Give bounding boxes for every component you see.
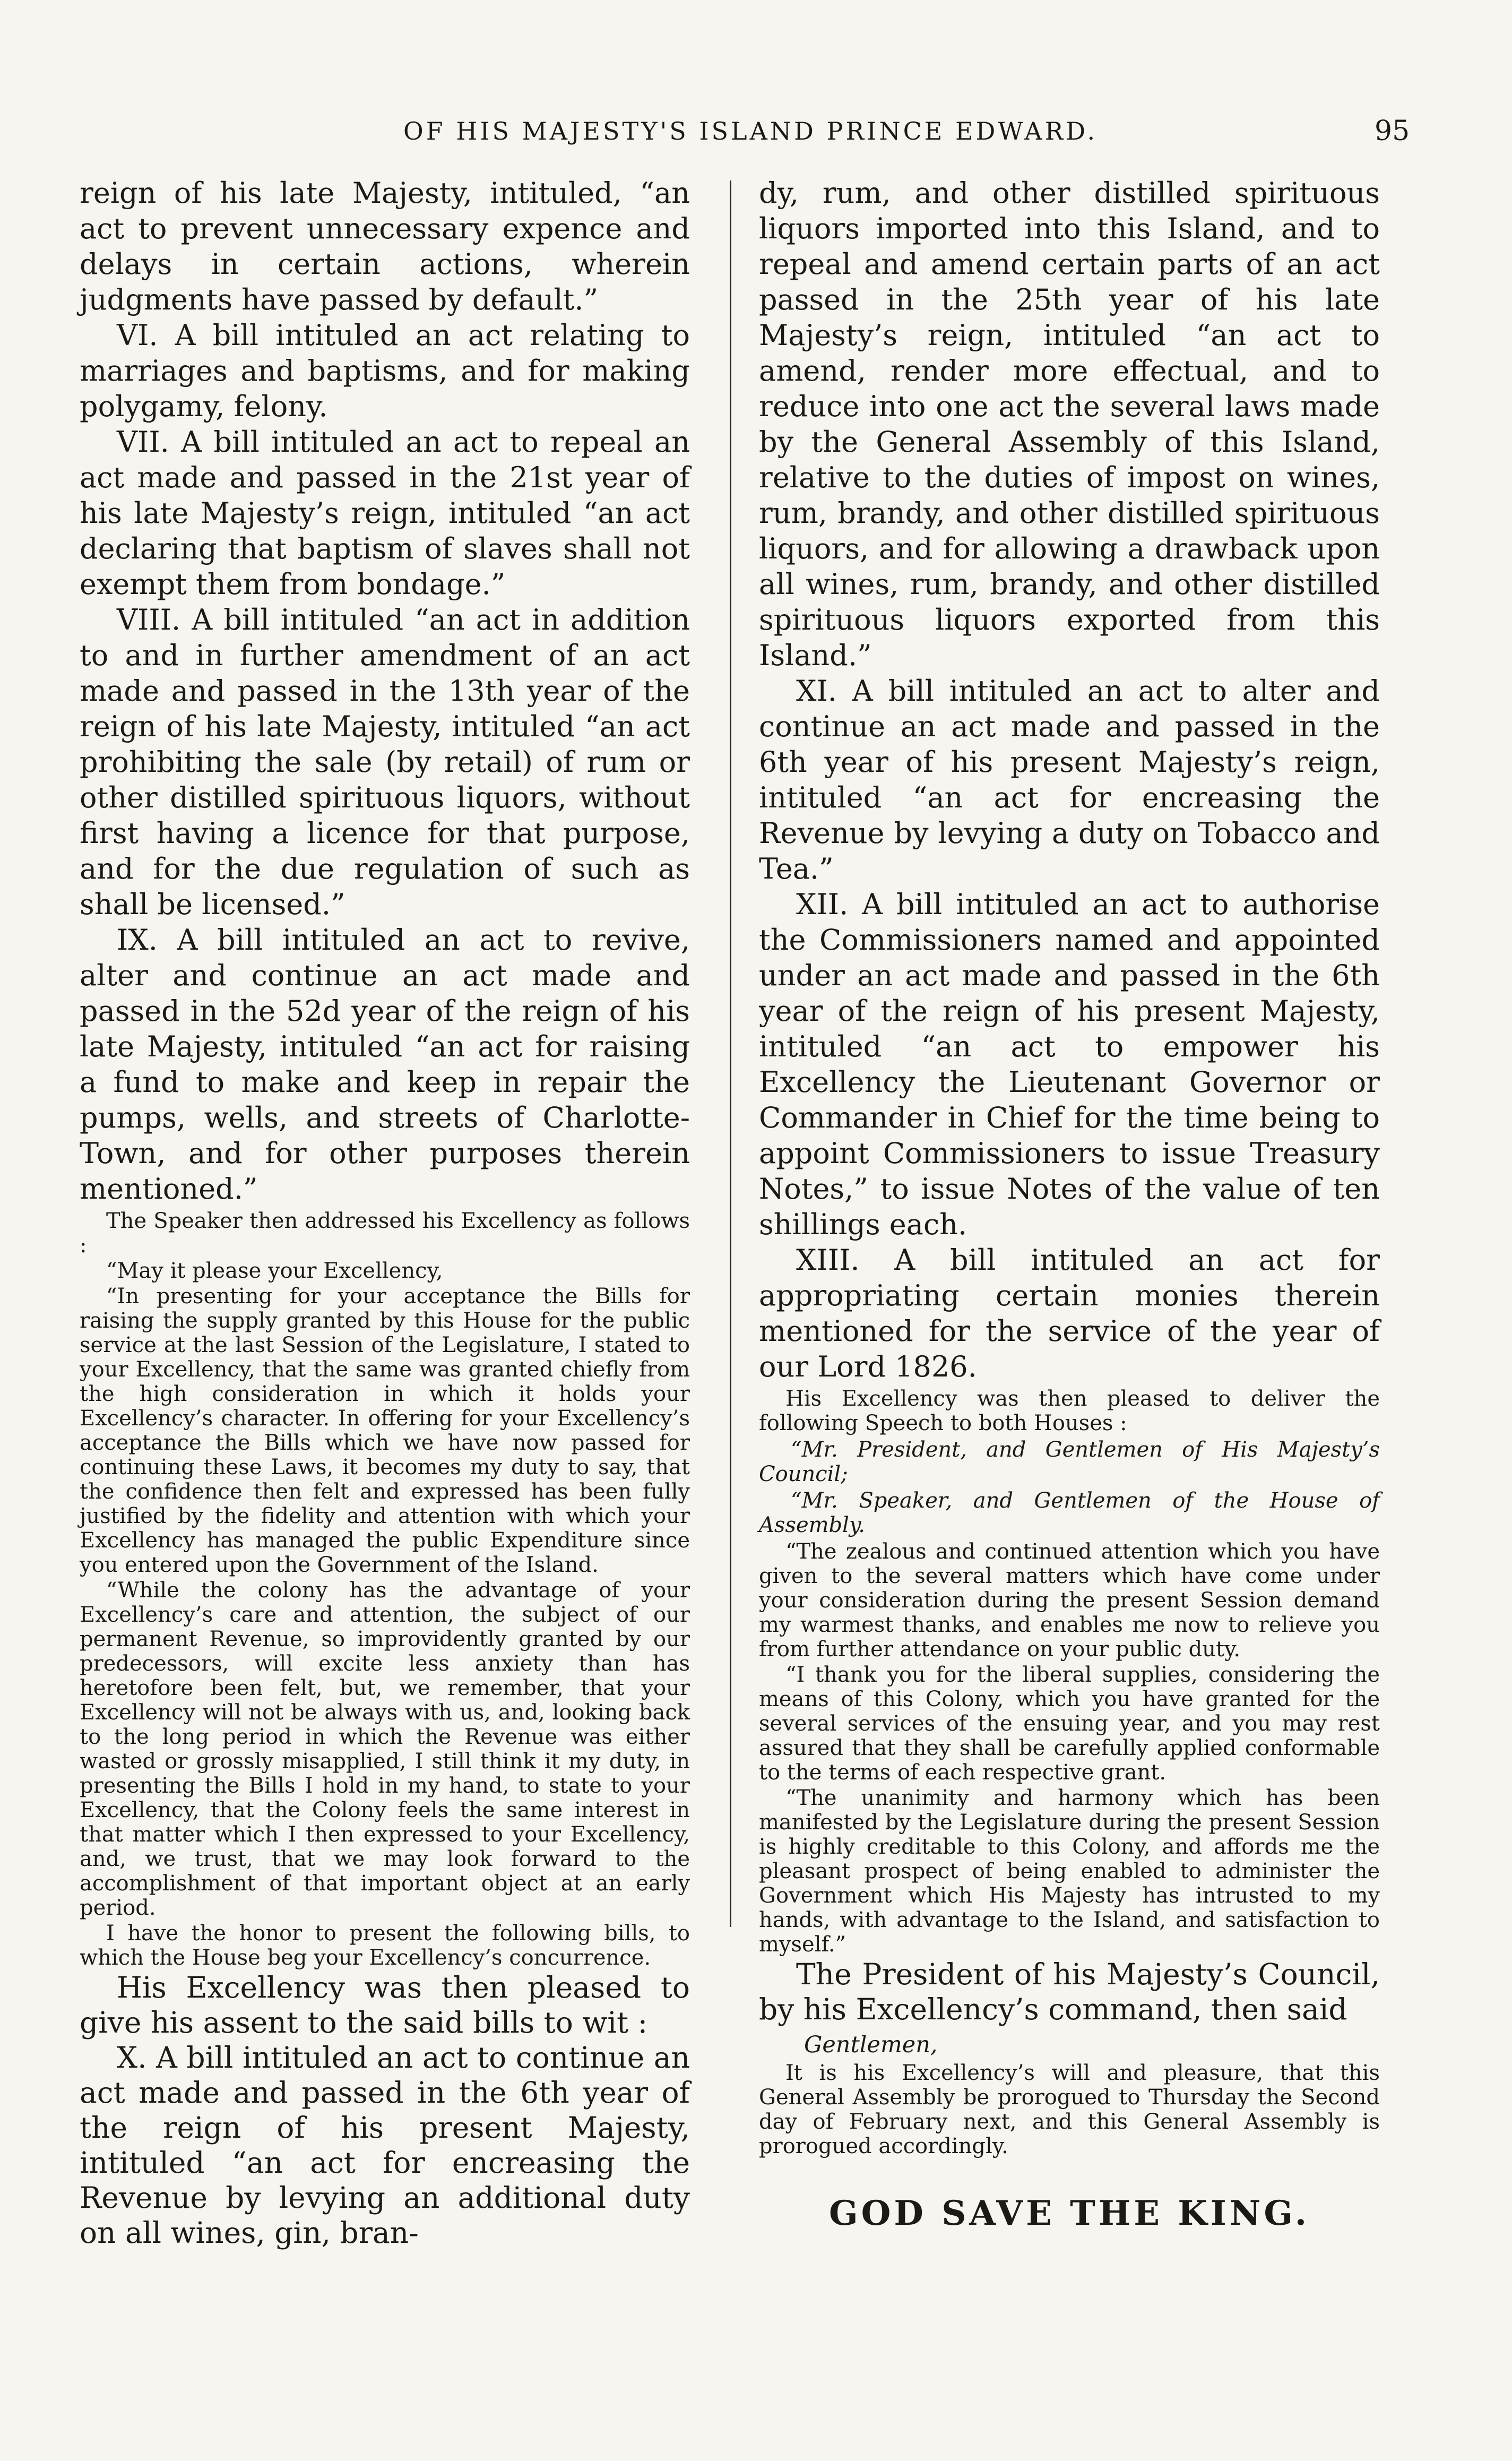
paragraph: “I thank you for the liberal supplies, considering the means of this Colony, which you have granted for the several services of the ensuing year, and you may rest assured that they shall be carefully applied conformable to the terms of each respective grant.	[759, 1663, 1380, 1785]
page-number: 95	[1375, 115, 1410, 147]
address-line: “Mr. Speaker, and Gentlemen of the House of Assembly.	[759, 1488, 1380, 1537]
salutation: Gentlemen,	[804, 2032, 938, 2058]
paragraph: XIII. A bill intituled an act for appropriating certain monies therein mentioned for the service of the year of our Lord 1826.	[759, 1243, 1380, 1383]
paragraph: “While the colony has the advantage of your Excellency’s care and attention, the subject of our permanent Revenue, so improvidently granted by our predecessors, will excite less anxiety than has heretofore been felt, but, we remember, that your Excellency will not be always with us, and, looking back to the long period in which the Revenue was either wasted or grossly misapplied, I still think it my duty, in presenting the Bills I hold in my hand, to state to your Excellency, that the Colony feels the same interest in that matter which I then expressed to your Excellency, and, we trust, that we may look forward to the accomplishment of that important object at an early period.	[80, 1578, 690, 1920]
paragraph: VII. A bill intituled an act to repeal an act made and passed in the 21st year of his late Majesty’s reign, intituled “an act declaring that baptism of slaves shall not exempt them from bondage.”	[80, 425, 690, 601]
paragraph: XI. A bill intituled an act to alter and continue an act made and passed in the 6th year of his present Majesty’s reign, intituled “an act for encreasing the Revenue by levying a duty on Tobacco and Tea.”	[759, 674, 1380, 885]
paragraph: IX. A bill intituled an act to revive, alter and continue an act made and passed in the 52d year of the reign of his late Majesty, intituled “an act for raising a fund to make and keep in repair the pumps, wells, and streets of Charlotte-Town, and for other purposes therein mentioned.”	[80, 923, 690, 1206]
running-title: OF HIS MAJESTY'S ISLAND PRINCE EDWARD.	[403, 117, 1098, 145]
running-header	[0, 113, 1512, 155]
paragraph: dy, rum, and other distilled spirituous liquors imported into this Island, and to repeal and amend certain parts of an act passed in the 25th year of his late Majesty’s reign, intituled “an act to amend, render more effectual, and to reduce into one act the several laws made by the General Assembly of this Island, relative to the duties of impost on wines, rum, brandy, and other distilled spirituous liquors, and for allowing a drawback upon all wines, rum, brandy, and other distilled spirituous liquors exported from this Island.”	[759, 176, 1380, 672]
column-divider	[730, 180, 731, 1927]
paragraph: It is his Excellency’s will and pleasure, that this General Assembly be prorogued to Thursday the Second day of February next, and this General Assembly is prorogued accordingly.	[759, 2061, 1380, 2158]
paragraph: The President of his Majesty’s Council, by his Excellency’s command, then said	[759, 1957, 1380, 2026]
paragraph: reign of his late Majesty, intituled, “an act to prevent unnecessary expence and delays in certain actions, wherein judgments have passed by default.”	[80, 176, 690, 316]
paragraph: VI. A bill intituled an act relating to marriages and baptisms, and for making polygamy, felony.	[80, 319, 690, 423]
paragraph: “The zealous and continued attention which you have given to the several matters which have come under your consideration during the present Session demand my warmest thanks, and enables me now to relieve you from further attendance on your public duty.	[759, 1539, 1380, 1662]
right-column	[759, 175, 1380, 2232]
paragraph: His Excellency was then pleased to give his assent to the said bills to wit :	[80, 1970, 690, 2040]
left-column	[80, 175, 690, 2250]
address-line: “Mr. President, and Gentlemen of His Majesty’s Council;	[759, 1438, 1380, 1486]
paragraph: XII. A bill intituled an act to authorise the Commissioners named and appointed under an act made and passed in the 6th year of the reign of his present Majesty, intituled “an act to empower his Excellency the Lieutenant Governor or Commander in Chief for the time being to appoint Commissioners to issue Treasury Notes,” to issue Notes of the value of ten shillings each.	[759, 888, 1380, 1241]
paragraph: X. A bill intituled an act to continue an act made and passed in the 6th year of the reign of his present Majesty, intituled “an act for encreasing the Revenue by levying an additional duty on all wines, gin, bran-	[80, 2041, 690, 2250]
paragraph: “May it please your Excellency,	[106, 1259, 443, 1283]
paragraph: His Excellency was then pleased to deliver the following Speech to both Houses :	[759, 1387, 1380, 1435]
paragraph: VIII. A bill intituled “an act in addition to and in further amendment of an act made and passed in the 13th year of the reign of his late Majesty, intituled “an act prohibiting the sale (by retail) of rum or other distilled spirituous liquors, without first having a licence for that purpose, and for the due regulation of such as shall be licensed.”	[80, 603, 690, 921]
paragraph: I have the honor to present the following bills, to which the House beg your Excellency’s concurrence.	[80, 1921, 690, 1970]
paragraph: “The unanimity and harmony which has been manifested by the Legislature during the present Session is highly creditable to this Colony, and affords me the pleasant prospect of being enabled to administer the Government which His Majesty has intrusted to my hands, with advantage to the Island, and satisfaction to myself.”	[759, 1786, 1380, 1957]
paragraph: “In presenting for your acceptance the Bills for raising the supply granted by this House for the public service at the last Session of the Legislature, I stated to your Excellency, that the same was granted chiefly from the high consideration in which it holds your Excellency’s character. In offering for your Excellency’s acceptance the Bills which we have now passed for continuing these Laws, it becomes my duty to say, that the confidence then felt and expressed has been fully justified by the fidelity and attention with which your Excellency has managed the public Expenditure since you entered upon the Government of the Island.	[80, 1284, 690, 1577]
closing-line: GOD SAVE THE KING.	[829, 2193, 1310, 2233]
paragraph: The Speaker then addressed his Excellency as follows :	[80, 1209, 690, 1258]
